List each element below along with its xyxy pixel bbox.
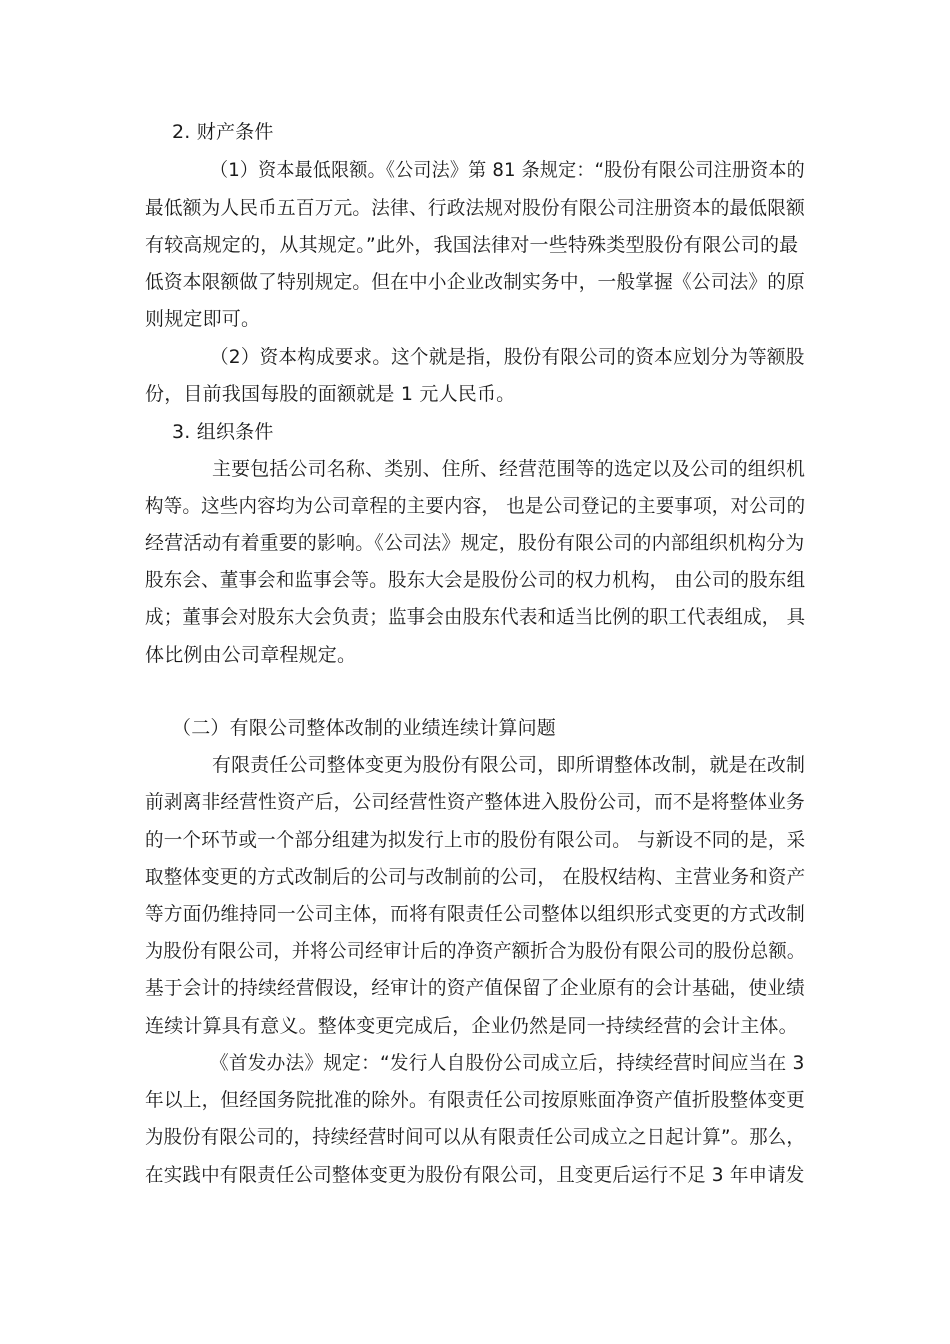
paragraph-line: 经营活动有着重要的影响。《公司法》规定，股份有限公司的内部组织机构分为 <box>145 532 805 554</box>
paragraph-line: 基于会计的持续经营假设，经审计的资产值保留了企业原有的会计基础，使业绩 <box>145 977 805 999</box>
paragraph-line: 等方面仍维持同一公司主体，而将有限责任公司整体以组织形式变更的方式改制 <box>145 903 805 925</box>
paragraph-line: 年以上，但经国务院批准的除外。有限责任公司按原账面净资产值折股整体变更 <box>145 1089 805 1111</box>
heading-property-conditions: 2. 财产条件 <box>172 121 274 143</box>
paragraph-line: 在实践中有限责任公司整体变更为股份有限公司，且变更后运行不足 3 年申请发 <box>145 1164 805 1186</box>
paragraph-line: 的一个环节或一个部分组建为拟发行上市的股份有限公司。 与新设不同的是，采 <box>145 829 806 851</box>
paragraph-line: 构等。这些内容均为公司章程的主要内容， 也是公司登记的主要事项，对公司的 <box>145 495 806 517</box>
paragraph-line: 体比例由公司章程规定。 <box>145 644 357 666</box>
heading-organization-conditions: 3. 组织条件 <box>172 421 274 443</box>
paragraph-line: 有较高规定的，从其规定。”此外，我国法律对一些特殊类型股份有限公司的最 <box>145 234 799 256</box>
section-heading-performance-calculation: （二）有限公司整体改制的业绩连续计算问题 <box>172 717 557 739</box>
paragraph-line: 为股份有限公司，并将公司经审计后的净资产额折合为股份有限公司的股份总额。 <box>145 940 806 962</box>
paragraph-line: 取整体变更的方式改制后的公司与改制前的公司， 在股权结构、主营业务和资产 <box>145 866 806 888</box>
paragraph-line: 股东会、董事会和监事会等。股东大会是股份公司的权力机构， 由公司的股东组 <box>145 569 806 591</box>
paragraph-line: 份，目前我国每股的面额就是 1 元人民币。 <box>145 383 516 405</box>
paragraph-line: 为股份有限公司的，持续经营时间可以从有限责任公司成立之日起计算”。那么， <box>145 1126 806 1148</box>
paragraph-line: 《首发办法》规定：“发行人自股份公司成立后，持续经营时间应当在 3 <box>210 1052 805 1074</box>
paragraph-line: （1）资本最低限额。《公司法》第 81 条规定：“股份有限公司注册资本的 <box>210 159 805 181</box>
paragraph-line: 主要包括公司名称、类别、住所、经营范围等的选定以及公司的组织机 <box>212 458 806 480</box>
paragraph-line: 低资本限额做了特别规定。但在中小企业改制实务中，一般掌握《公司法》的原 <box>145 271 805 293</box>
paragraph-line: （2）资本构成要求。这个就是指，股份有限公司的资本应划分为等额股 <box>210 346 805 368</box>
paragraph-line: 有限责任公司整体变更为股份有限公司，即所谓整体改制，就是在改制 <box>212 754 806 776</box>
paragraph-line: 前剥离非经营性资产后，公司经营性资产整体进入股份公司，而不是将整体业务 <box>145 791 805 813</box>
paragraph-line: 成；董事会对股东大会负责；监事会由股东代表和适当比例的职工代表组成， 具 <box>145 606 806 628</box>
paragraph-line: 则规定即可。 <box>145 308 261 330</box>
paragraph-line: 最低额为人民币五百万元。法律、行政法规对股份有限公司注册资本的最低限额 <box>145 197 805 219</box>
paragraph-line: 连续计算具有意义。整体变更完成后，企业仍然是同一持续经营的会计主体。 <box>145 1015 798 1037</box>
